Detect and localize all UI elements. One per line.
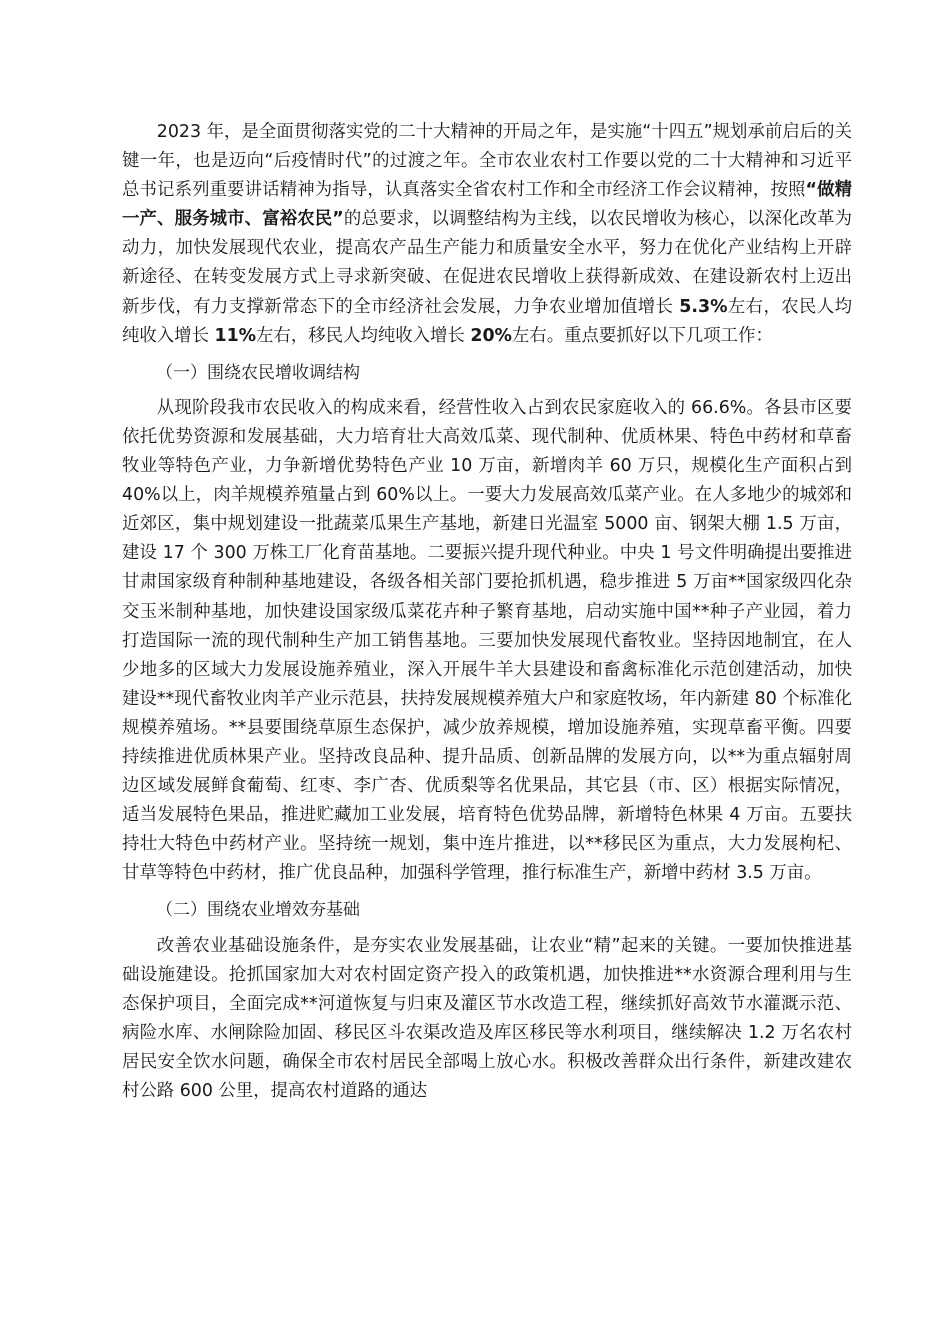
- intro-bold-requirement: “做精一产、服务城市、富裕农民”: [122, 180, 852, 230]
- document-page: [122, 118, 852, 1106]
- intro-text-5: 左右。重点要抓好以下几项工作：: [511, 325, 773, 346]
- intro-text-3: 左右，农民人均纯收入增长: [122, 296, 852, 346]
- section-2-heading: （二）围绕农业增效夯基础: [156, 900, 360, 921]
- intro-bold-income-rate: 11%: [214, 325, 257, 346]
- intro-text-4: 左右，移民人均纯收入增长: [256, 325, 471, 346]
- section-1-heading: （一）围绕农民增收调结构: [156, 362, 360, 383]
- intro-text-1: 2023 年，是全面贯彻落实党的二十大精神的开局之年，是实施“十四五”规划承前启后的关键一年，也是迈向“后疫情时代”的过渡之年。全市农业农村工作要以党的二十大精神和习近平总书记系列重要讲话精神为指导，认真落实全省农村工作和全市经济工作会议精神，按照: [122, 122, 852, 201]
- section-2-body: 改善农业基础设施条件，是夯实农业发展基础，让农业“精”起来的关键。一要加快推进基础设施建设。抢抓国家加大对农村固定资产投入的政策机遇，加快推进**水资源合理利用与生态保护项目，全面完成**河道恢复与归束及灌区节水改造工程，继续抓好高效节水灌溉示范、病险水库、水闸除险加固、移民区斗农渠改造及库区移民等水利项目，继续解决 1.2 万名农村居民安全饮水问题，确保全市农村居民全部喝上放心水。积极改善群众出行条件，新建改建农村公路 600 公里，提高农村道路的通达: [122, 935, 852, 1101]
- section-1-body: 从现阶段我市农民收入的构成来看，经营性收入占到农民家庭收入的 66.6%。各县市区要依托优势资源和发展基础，大力培育壮大高效瓜菜、现代制种、优质林果、特色中药材和草畜牧业等特色产业，力争新增优势特色产业 10 万亩，新增肉羊 60 万只，规模化生产面积占到 40%以上，肉羊规模养殖量占到 60%以上。一要大力发展高效瓜菜产业。在人多地少的城郊和近郊区，集中规划建设一批蔬菜瓜果生产基地，新建日光温室 5000 亩、钢架大棚 1.5 万亩，建设 17 个 300 万株工厂化育苗基地。二要振兴提升现代种业。中央 1 号文件明确提出要推进甘肃国家级育种制种基地建设，各级各相关部门要抢抓机遇，稳步推进 5 万亩**国家级四化杂交玉米制种基地，加快建设国家级瓜菜花卉种子繁育基地，启动实施中国**种子产业园，着力打造国际一流的现代制种生产加工销售基地。三要加快发展现代畜牧业。坚持因地制宜，在人少地多的区域大力发展设施养殖业，深入开展牛羊大县建设和畜禽标准化示范创建活动，加快建设**现代畜牧业肉羊产业示范县，扶持发展规模养殖大户和家庭牧场，年内新建 80 个标准化规模养殖场。**县要围绕草原生态保护，减少放养规模，增加设施养殖，实现草畜平衡。四要持续推进优质林果产业。坚持改良品种、提升品质、创新品牌的发展方向，以**为重点辐射周边区域发展鲜食葡萄、红枣、李广杏、优质梨等名优果品，其它县（市、区）根据实际情况，适当发展特色果品，推进贮藏加工业发展，培育特色优势品牌，新增特色林果 4 万亩。五要扶持壮大特色中药材产业。坚持统一规划，集中连片推进，以**移民区为重点，大力发展枸杞、甘草等特色中药材，推广优良品种，加强科学管理，推行标准生产，新增中药材 3.5 万亩。: [122, 397, 852, 884]
- intro-text-2: 的总要求，以调整结构为主线，以农民增收为核心，以深化改革为动力，加快发展现代农业，提高农产品生产能力和质量安全水平，努力在优化产业结构上开辟新途径、在转变发展方式上寻求新突破、在促进农民增收上获得新成效、在建设新农村上迈出新步伐，有力支撑新常态下的全市经济社会发展，力争农业增加值增长: [122, 209, 852, 317]
- intro-bold-growth-rate: 5.3%: [679, 296, 728, 317]
- intro-bold-migrant-rate: 20%: [470, 325, 512, 346]
- intro-paragraph: [122, 118, 852, 351]
